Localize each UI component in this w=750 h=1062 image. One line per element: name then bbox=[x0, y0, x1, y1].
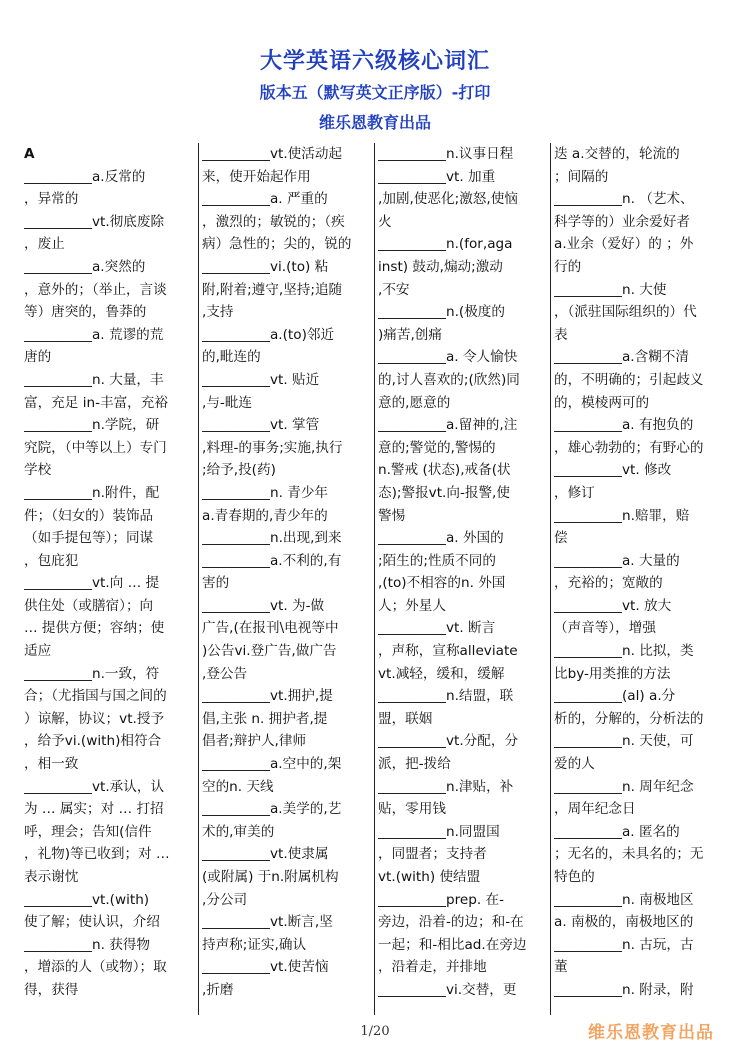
column-4 bbox=[552, 143, 724, 1015]
entry-line: 行的 bbox=[554, 258, 582, 275]
entry-line: __________a. 有抱负的 bbox=[554, 417, 694, 434]
entry-line: ，沿着走，并排地 bbox=[378, 959, 487, 976]
entry-line: ;陌生的;性质不同的 bbox=[378, 552, 496, 569]
entry-line: __________vt. 断言 bbox=[378, 620, 496, 637]
entry-line: 特色的 bbox=[554, 869, 595, 885]
entry-line: 持声称;证实,确认 bbox=[202, 936, 307, 953]
entry-line: __________n.津贴，补 bbox=[378, 778, 514, 795]
entry-line: __________a. 大量的 bbox=[554, 552, 680, 569]
entry-line: __________n. 南极地区 bbox=[554, 891, 694, 908]
entry-line: 呼，理会；告知(信件 bbox=[24, 823, 152, 840]
entry-line: ，同盟者；支持者 bbox=[378, 846, 487, 863]
entry-line: 究院，（中等以上）专门 bbox=[24, 439, 167, 456]
publisher-line: 维乐恩教育出品 bbox=[318, 113, 431, 132]
entry-line: __________a.空中的,架 bbox=[202, 756, 342, 773]
entry-line: __________vt.彻底废除 bbox=[24, 213, 165, 230]
entry-line: __________n. 获得物 bbox=[24, 936, 151, 953]
entry-line: __________n. （艺术、 bbox=[554, 191, 694, 208]
entry-line: a.业余（爱好）的 ；外 bbox=[554, 236, 694, 253]
entry-line: vt.(with) 使结盟 bbox=[378, 869, 481, 885]
entry-line: 害的 bbox=[202, 575, 230, 592]
entry-line: __________n. 古玩，古 bbox=[554, 936, 694, 953]
entry-line: 偿 bbox=[554, 530, 568, 547]
entry-line: 警惕 bbox=[378, 507, 406, 524]
column-1 bbox=[22, 143, 199, 1015]
entry-line: 的,讨人喜欢的;(欣然)同 bbox=[378, 371, 520, 388]
entry-line: ,分公司 bbox=[202, 891, 248, 908]
entry-line: __________n.结盟，联 bbox=[378, 688, 514, 705]
entry-line: __________vt. 为-做 bbox=[202, 597, 325, 614]
entry-line: __________vt.断言,坚 bbox=[202, 914, 333, 931]
entry-line: __________n.赔罪，赔 bbox=[554, 507, 690, 524]
entry-line: 为 … 属实；对 … 打招 bbox=[24, 801, 164, 818]
entry-line: ）谅解，协议；vt.授予 bbox=[24, 710, 165, 727]
entry-line: __________vt.拥护,提 bbox=[202, 688, 333, 705]
entry-line: __________n. 比拟，类 bbox=[554, 643, 694, 660]
entry-line: a.青春期的,青少年的 bbox=[202, 507, 328, 524]
entry-line: __________n. 周年纪念 bbox=[554, 778, 694, 795]
entry-line: 倡者;辩护人,律师 bbox=[202, 733, 307, 750]
entry-line: __________vt.分配，分 bbox=[378, 733, 519, 750]
entry-line: __________a. 荒谬的荒 bbox=[24, 326, 164, 343]
entry-line: 科学等的）业余爱好者 bbox=[554, 213, 690, 230]
entry-line: __________vt.使苦恼 bbox=[202, 959, 329, 976]
entry-line: __________vt.使活动起 bbox=[202, 146, 343, 162]
vocabulary-columns bbox=[22, 143, 728, 1015]
entry-line: ，意外的；（举止，言谈 bbox=[24, 281, 167, 298]
entry-line: 析的，分解的，分析法的 bbox=[554, 710, 704, 727]
entry-line: 比by-用类推的方法 bbox=[554, 665, 671, 682]
entry-line: __________a.反常的 bbox=[24, 168, 146, 185]
entry-line: ；间隔的 bbox=[554, 168, 609, 185]
entry-line: __________vi.(to) 粘 bbox=[202, 258, 329, 275]
entry-line: __________a.突然的 bbox=[24, 258, 146, 275]
entry-line: 态);警报vt.向-报警,使 bbox=[378, 484, 510, 501]
entry-line: __________a.(to)邻近 bbox=[202, 326, 335, 343]
entry-line: __________a. 外国的 bbox=[378, 530, 504, 547]
entry-line: 倡,主张 n. 拥护者,提 bbox=[202, 710, 328, 727]
entry-line: 使了解；使认识，介绍 bbox=[24, 914, 160, 931]
entry-line: __________n. 天使，可 bbox=[554, 733, 694, 750]
entry-line: __________n.出现,到来 bbox=[202, 530, 342, 547]
entry-line: ,(to)不相容的n. 外国 bbox=[378, 575, 506, 592]
entry-line: 学校 bbox=[24, 462, 52, 479]
entry-line: 表示谢忱 bbox=[24, 869, 79, 885]
entry-line: ，包庇犯 bbox=[24, 552, 79, 569]
entry-line: __________vt. 贴近 bbox=[202, 371, 320, 388]
watermark-logo: 维乐恩教育出品 bbox=[588, 1023, 714, 1043]
entry-line: ,登公告 bbox=[202, 665, 248, 682]
entry-line: 等）唐突的，鲁莽的 bbox=[24, 304, 147, 321]
entry-line: 意的;警觉的,警惕的 bbox=[378, 439, 496, 456]
entry-line: 唐的 bbox=[24, 349, 52, 366]
entry-line: a. 南极的，南极地区的 bbox=[554, 914, 694, 931]
entry-line: 来，使开始起作用 bbox=[202, 168, 311, 185]
entry-line: 董 bbox=[554, 959, 568, 976]
entry-line: 合；（尤指国与国之间的 bbox=[24, 688, 167, 705]
entry-line: __________prep. 在- bbox=[378, 891, 505, 908]
entry-line: ，给予vi.(with)相符合 bbox=[24, 733, 162, 750]
entry-line: __________vt.(with) bbox=[24, 891, 150, 908]
entry-line: __________n. 大使 bbox=[554, 281, 667, 298]
entry-line: 派，把-拨给 bbox=[378, 756, 451, 773]
entry-line: 术的,审美的 bbox=[202, 823, 275, 840]
entry-line: __________a.美学的,艺 bbox=[202, 801, 342, 818]
entry-line: __________vt.向 … 提 bbox=[24, 575, 160, 592]
entry-line: 适应 bbox=[24, 643, 52, 660]
column-2 bbox=[200, 143, 375, 1015]
entry-line: __________vt. 掌管 bbox=[202, 417, 320, 434]
entry-line: ,不安 bbox=[378, 281, 410, 298]
entry-line: __________n. 大量，丰 bbox=[24, 371, 164, 388]
entry-line: __________a. 令人愉快 bbox=[378, 349, 518, 366]
entry-line: __________a. 匿名的 bbox=[554, 823, 680, 840]
entry-line: 旁边，沿着-的边；和-在 bbox=[378, 914, 524, 931]
column-3 bbox=[376, 143, 551, 1015]
entry-line: (或附属) 于n.附属机构 bbox=[202, 869, 339, 885]
entry-line: __________n. 附录，附 bbox=[554, 981, 694, 998]
entry-line: ，礼物)等已收到；对 … bbox=[24, 846, 170, 863]
entry-line: ，相一致 bbox=[24, 756, 79, 773]
entry-line: ,折磨 bbox=[202, 981, 234, 998]
entry-line: ，充裕的；宽敞的 bbox=[554, 575, 663, 592]
entry-line: ，声称，宣称alleviate bbox=[378, 643, 518, 660]
entry-line: )痛苦,创痛 bbox=[378, 326, 442, 343]
entry-line: ,与-毗连 bbox=[202, 394, 253, 411]
entry-line: __________vt.使隶属 bbox=[202, 846, 329, 863]
entry-line: ,加剧,使恶化;激怒,使恼 bbox=[378, 191, 518, 208]
entry-line: __________n.议事日程 bbox=[378, 146, 514, 162]
entry-line: __________n. 青少年 bbox=[202, 484, 329, 501]
entry-line: 爱的人 bbox=[554, 756, 595, 773]
entry-line: 附,附着;遵守,坚持;追随 bbox=[202, 281, 343, 298]
entry-line: （如手提包等）；同谋 bbox=[24, 530, 154, 547]
entry-line: __________a.不利的,有 bbox=[202, 552, 342, 569]
entry-line: 空的n. 天线 bbox=[202, 778, 274, 795]
entry-line: )公告vi.登广告,做广告 bbox=[202, 643, 337, 660]
entry-line: ，雄心勃勃的；有野心的 bbox=[554, 439, 704, 456]
entry-line: n.警戒 (状态),戒备(状 bbox=[378, 462, 511, 479]
entry-line: __________a.含糊不清 bbox=[554, 349, 689, 366]
entry-line: ，异常的 bbox=[24, 191, 79, 208]
entry-line: ，废止 bbox=[24, 236, 65, 253]
entry-line: __________n.(极度的 bbox=[378, 304, 505, 321]
entry-line: ，（派驻国际组织的）代 bbox=[554, 304, 697, 321]
page-number: 1/20 bbox=[360, 1024, 390, 1039]
section-letter: A bbox=[24, 146, 35, 162]
entry-line: … 提供方便；容纳；使 bbox=[24, 620, 165, 637]
entry-line: __________a.留神的,注 bbox=[378, 417, 518, 434]
entry-line: ，周年纪念日 bbox=[554, 801, 636, 818]
entry-line: 人；外星人 bbox=[378, 597, 446, 614]
entry-line: __________vt.承认，认 bbox=[24, 778, 165, 795]
entry-line: ;给予,投(药) bbox=[202, 462, 276, 479]
entry-line: __________n.附件，配 bbox=[24, 484, 160, 501]
entry-line: 病）急性的；尖的，锐的 bbox=[202, 236, 352, 253]
entry-line: 广告,(在报刊\电视等中 bbox=[202, 620, 339, 637]
entry-line: 意的,愿意的 bbox=[378, 394, 451, 411]
entry-line: 盟，联姻 bbox=[378, 710, 433, 727]
page-title: 大学英语六级核心词汇 bbox=[259, 49, 490, 74]
entry-line: 的,毗连的 bbox=[202, 349, 261, 366]
entry-line: vt.减轻，缓和，缓解 bbox=[378, 665, 505, 682]
entry-line: inst) 鼓动,煽动;激动 bbox=[378, 258, 503, 275]
entry-line: ，增添的人（或物）；取 bbox=[24, 959, 167, 976]
entry-line: ，修订 bbox=[554, 484, 595, 501]
entry-line: 的，不明确的；引起歧义 bbox=[554, 371, 704, 388]
entry-line: 件；（妇女的）装饰品 bbox=[24, 507, 154, 524]
entry-line: __________vt. 修改 bbox=[554, 462, 672, 479]
entry-line: 表 bbox=[554, 326, 568, 343]
entry-line: __________vt. 放大 bbox=[554, 597, 672, 614]
entry-line: ,支持 bbox=[202, 304, 234, 321]
entry-line: 迭 a.交替的，轮流的 bbox=[554, 146, 680, 162]
entry-line: __________n.学院，研 bbox=[24, 417, 160, 434]
entry-line: __________n.一致，符 bbox=[24, 665, 160, 682]
entry-line: 得，获得 bbox=[24, 981, 79, 998]
entry-line: 供住处（或膳宿）；向 bbox=[24, 597, 154, 614]
entry-line: __________(al) a.分 bbox=[554, 688, 676, 705]
entry-line: ；无名的，未具名的；无 bbox=[554, 846, 704, 863]
entry-line: 贴，零用钱 bbox=[378, 801, 446, 818]
entry-line: 富，充足 in-丰富，充裕 bbox=[24, 394, 168, 411]
entry-line: ，激烈的；敏锐的；（疾 bbox=[202, 213, 345, 230]
entry-line: __________vt. 加重 bbox=[378, 168, 496, 185]
entry-line: __________n.同盟国 bbox=[378, 823, 500, 840]
entry-line: 火 bbox=[378, 213, 392, 230]
entry-line: 的，模棱两可的 bbox=[554, 394, 650, 411]
entry-line: __________vi.交替，更 bbox=[378, 981, 517, 998]
entry-line: __________a. 严重的 bbox=[202, 191, 328, 208]
page-subtitle: 版本五（默写英文正序版）-打印 bbox=[259, 83, 491, 102]
entry-line: ,料理-的事务;实施,执行 bbox=[202, 439, 343, 456]
entry-line: __________n.(for,aga bbox=[378, 236, 513, 253]
entry-line: （声音等），增强 bbox=[554, 620, 656, 637]
entry-line: 一起；和-相比ad.在旁边 bbox=[378, 936, 527, 953]
